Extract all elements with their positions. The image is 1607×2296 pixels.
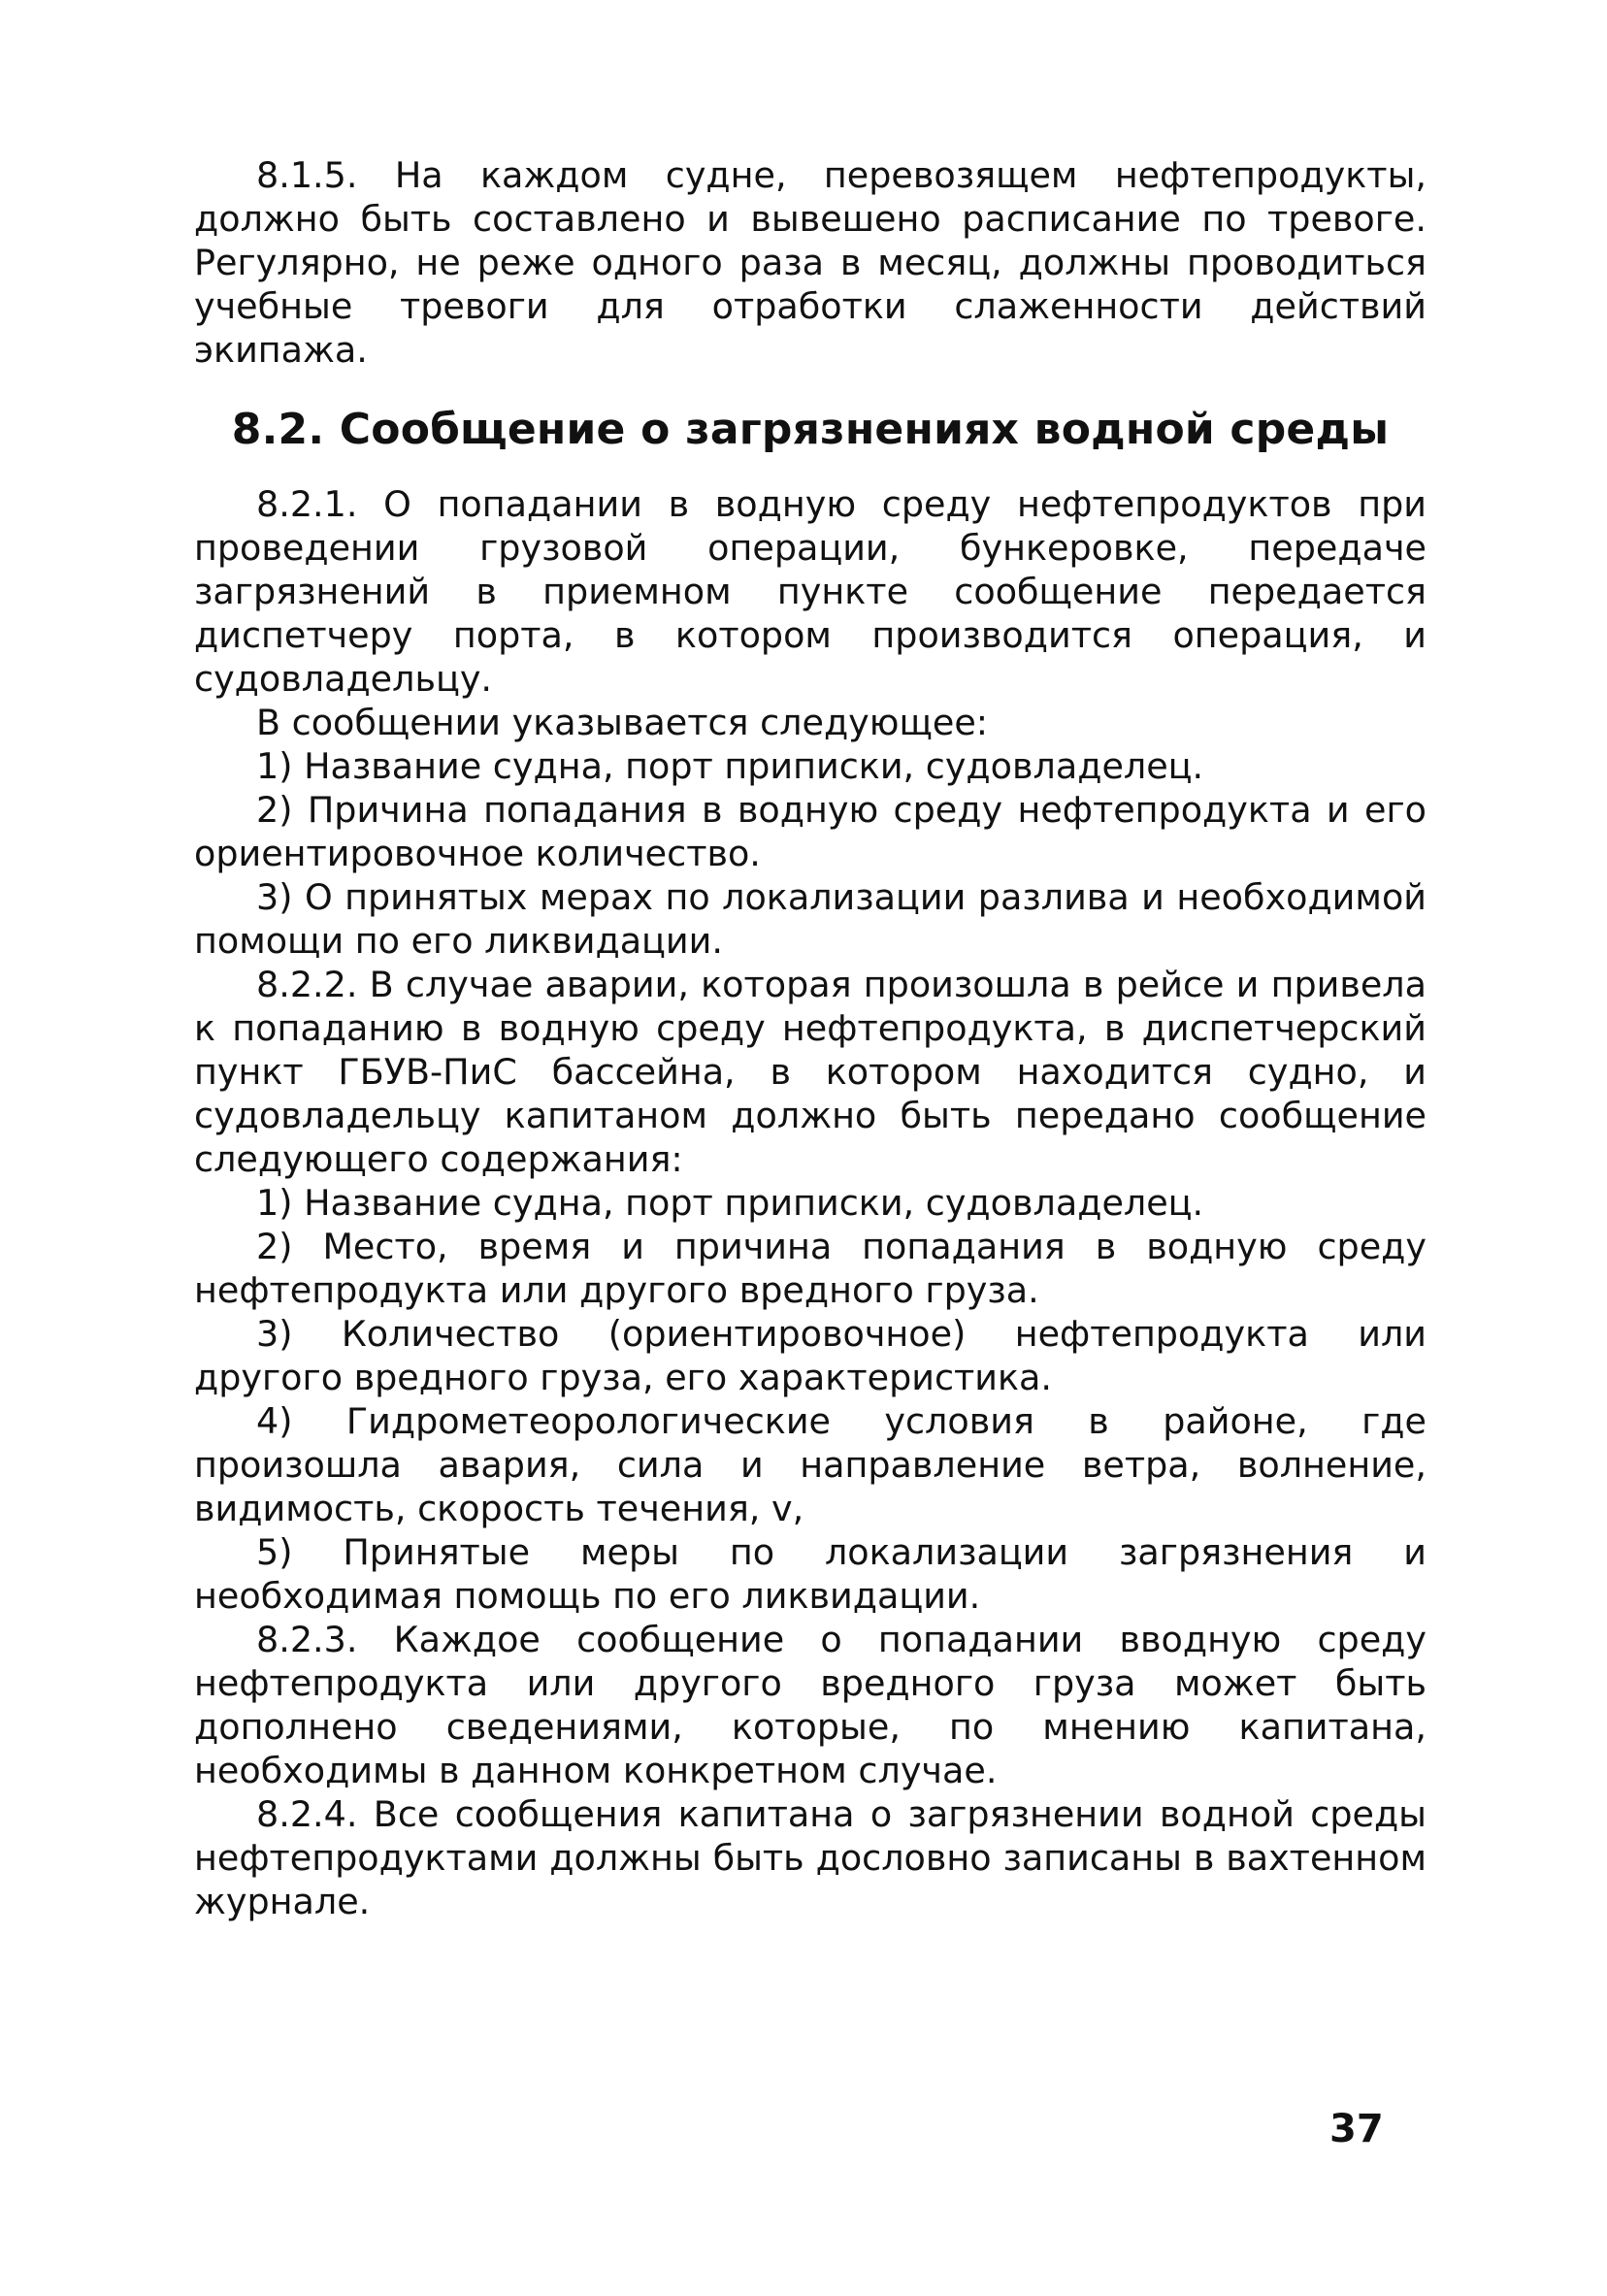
section-title: 8.2. Сообщение о загрязнениях водной среды xyxy=(231,405,1390,454)
paragraph-8-2-4: 8.2.4. Все сообщения капитана о загрязнении водной среды нефтепродуктами должны быть дословно записаны в вахтенном журнале. xyxy=(194,1793,1427,1922)
list-item-3: 3) О принятых мерах по локализации разлива и необходимой помощи по его ликвидации. xyxy=(194,876,1427,962)
list-item-2: 2) Место, время и причина попадания в водную среду нефтепродукта или другого вредного груза. xyxy=(194,1226,1427,1311)
page-content xyxy=(194,153,1427,1923)
list-item-4: 4) Гидрометеорологические условия в районе, где произошла авария, сила и направление ветра, волнение, видимость, скорость течения, v, xyxy=(194,1400,1427,1529)
page-number: 37 xyxy=(1329,2107,1384,2151)
list-item-1: 1) Название судна, порт приписки, судовладелец. xyxy=(256,1182,1204,1224)
list-item-2: 2) Причина попадания в водную среду нефтепродукта и его ориентировочное количество. xyxy=(194,789,1427,874)
paragraph-message-intro: В сообщении указывается следующее: xyxy=(256,702,989,743)
paragraph-8-2-2: 8.2.2. В случае аварии, которая произошла в рейсе и привела к попаданию в водную среду нефтепродукта, в диспетчерский пункт ГБУВ-ПиС бассейна, в котором находится судно, и судовладельцу капитаном должно быть передано сообщение следующего содержания: xyxy=(194,964,1427,1180)
paragraph-8-2-3: 8.2.3. Каждое сообщение о попадании вводную среду нефтепродукта или другого вредного груза может быть дополнено сведениями, которые, по мнению капитана, необходимы в данном конкретном случае. xyxy=(194,1619,1427,1791)
list-item-5: 5) Принятые меры по локализации загрязнения и необходимая помощь по его ликвидации. xyxy=(194,1531,1427,1617)
paragraph-8-1-5: 8.1.5. На каждом судне, перевозящем нефтепродукты, должно быть составлено и вывешено расписание по тревоге. Регулярно, не реже одного раза в месяц, должны проводиться учебные тревоги для отработки слаженности действий экипажа. xyxy=(194,154,1427,371)
list-item-1: 1) Название судна, порт приписки, судовладелец. xyxy=(256,745,1204,787)
list-item-3: 3) Количество (ориентировочное) нефтепродукта или другого вредного груза, его характеристика. xyxy=(194,1313,1427,1398)
paragraph-8-2-1: 8.2.1. О попадании в водную среду нефтепродуктов при проведении грузовой операции, бункеровке, передаче загрязнений в приемном пункте сообщение передается диспетчеру порта, в котором производится операция, и судовладельцу. xyxy=(194,483,1427,700)
